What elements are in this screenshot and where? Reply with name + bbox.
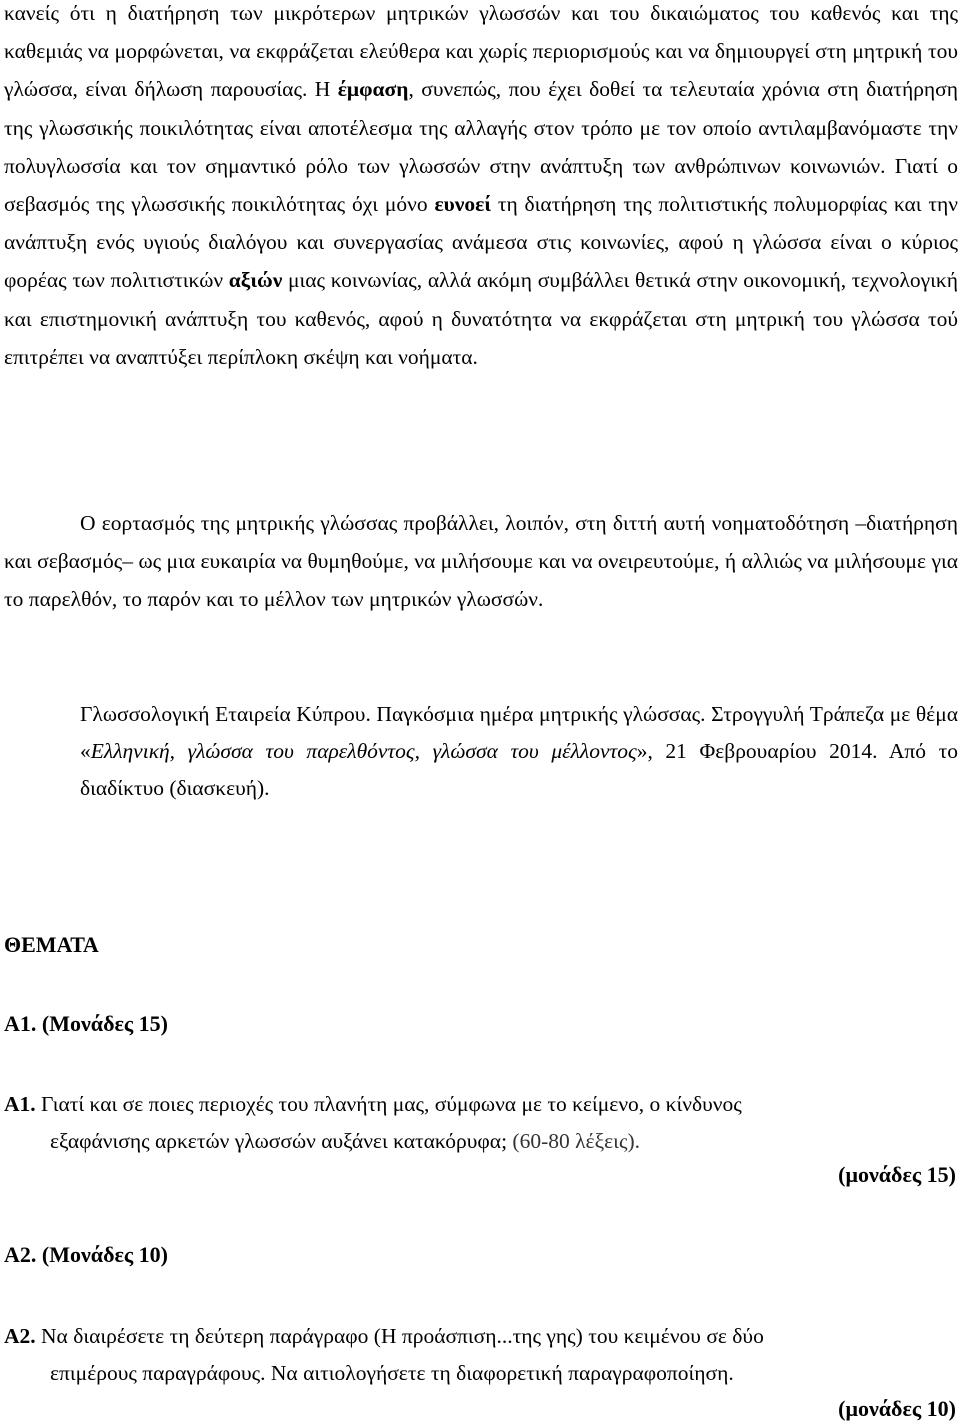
source-title-italic: Ελληνική, γλώσσα του παρελθόντος, γλώσσα του μέλλοντος xyxy=(90,739,637,763)
question-text-line2 xyxy=(4,1123,958,1160)
paragraph-1-lead: κανείς ότι η διατήρηση των μικρότερων μητρικών γλωσσών και του δικαιώματος του καθενός και της καθεμιάς να μορφώνεται, να εκφράζεται ελεύθερα και χωρίς περιορισμούς και να δημιουργεί στη μητρική του γλώσσα, είναι δήλωση παρουσίας. xyxy=(4,1,958,102)
question-number: Α1. xyxy=(4,1092,36,1116)
marks-a1: (μονάδες 15) xyxy=(838,1162,956,1187)
question-text: επιμέρους παραγράφους. Να αιτιολογήσετε τη διαφορετική παραγραφοποίηση. xyxy=(50,1361,734,1385)
word-limit: (60-80 λέξεις). xyxy=(512,1129,641,1153)
question-a1 xyxy=(4,1086,958,1160)
source-citation xyxy=(80,696,958,807)
paragraph-1 xyxy=(4,0,958,376)
question-text: Να διαιρέσετε τη δεύτερη παράγραφο (Η προάσπιση...της γης) του κειμένου σε δύο xyxy=(35,1324,764,1348)
paragraph-1-text: Η xyxy=(307,77,338,102)
source-text: Γλωσσολογική Εταιρεία Κύπρου. Παγκόσμια ημέρα μητρικής γλώσσας. Στρογγυλή Τράπεζα με θέμα « xyxy=(80,702,958,763)
question-a2 xyxy=(4,1318,958,1392)
source-text: », 21 Φεβρουαρίου 2014. Από το διαδίκτυο (διασκευή). xyxy=(80,739,958,800)
paragraph-1-text: μιας κοινωνίας, αλλά ακόμη συμβάλλει θετικά στην οικονομική, τεχνολογική και επιστημονική ανάπτυξη του καθενός, αφού η δυνατότητα να εκφράζεται στη μητρική του γλώσσα τού επιτρέπει να αναπτύξει περίπλοκη σκέψη και νοήματα. xyxy=(4,268,958,369)
bold-word-aksion: αξιών xyxy=(228,268,283,293)
paragraph-1-text: , συνεπώς, που έχει δοθεί τα τελευταία χρόνια στη διατήρηση της γλωσσικής ποικιλότητας είναι αποτέλεσμα της αλλαγής στον τρόπο με τον οποίο αντιλαμβανόμαστε την πολυγλωσσία και τον σημαντικό ρόλο των γλωσσών στην ανάπτυξη των ανθρώπινων κοινωνιών. Γιατί ο σεβασμός της γλωσσικής ποικιλότητας όχι μόνο xyxy=(4,77,958,217)
section-heading-themata: ΘΕΜΑΤΑ xyxy=(4,932,99,957)
bold-word-evnoei: ευνοεί xyxy=(434,192,491,217)
heading-a1: Α1. (Μονάδες 15) xyxy=(4,1011,169,1036)
paragraph-2: Ο εορτασμός της μητρικής γλώσσας προβάλλει, λοιπόν, στη διττή αυτή νοηματοδότηση –διατήρηση και σεβασμός– ως μια ευκαιρία να θυμηθούμε, να μιλήσουμε και να ονειρευτούμε, ή αλλιώς να μιλήσουμε για το παρελθόν, το παρόν και το μέλλον των μητρικών γλωσσών. xyxy=(4,511,958,612)
question-number: Α2. xyxy=(4,1324,36,1348)
question-text: Γιατί και σε ποιες περιοχές του πλανήτη μας, σύμφωνα με το κείμενο, ο κίνδυνος xyxy=(35,1092,742,1116)
marks-a2: (μονάδες 10) xyxy=(838,1396,956,1421)
question-text-line2 xyxy=(4,1355,958,1392)
bold-word-emfasi: έμφαση xyxy=(337,77,409,102)
question-text: εξαφάνισης αρκετών γλωσσών αυξάνει κατακόρυφα; xyxy=(50,1129,513,1153)
heading-a2: Α2. (Μονάδες 10) xyxy=(4,1242,169,1267)
paragraph-1-text: τη διατήρηση της πολιτιστικής πολυμορφίας και την ανάπτυξη ενός υγιούς διαλόγου και συνεργασίας ανάμεσα στις κοινωνίες, αφού η γλώσσα είναι ο κύριος φορέας των πολιτιστικών xyxy=(4,192,958,293)
